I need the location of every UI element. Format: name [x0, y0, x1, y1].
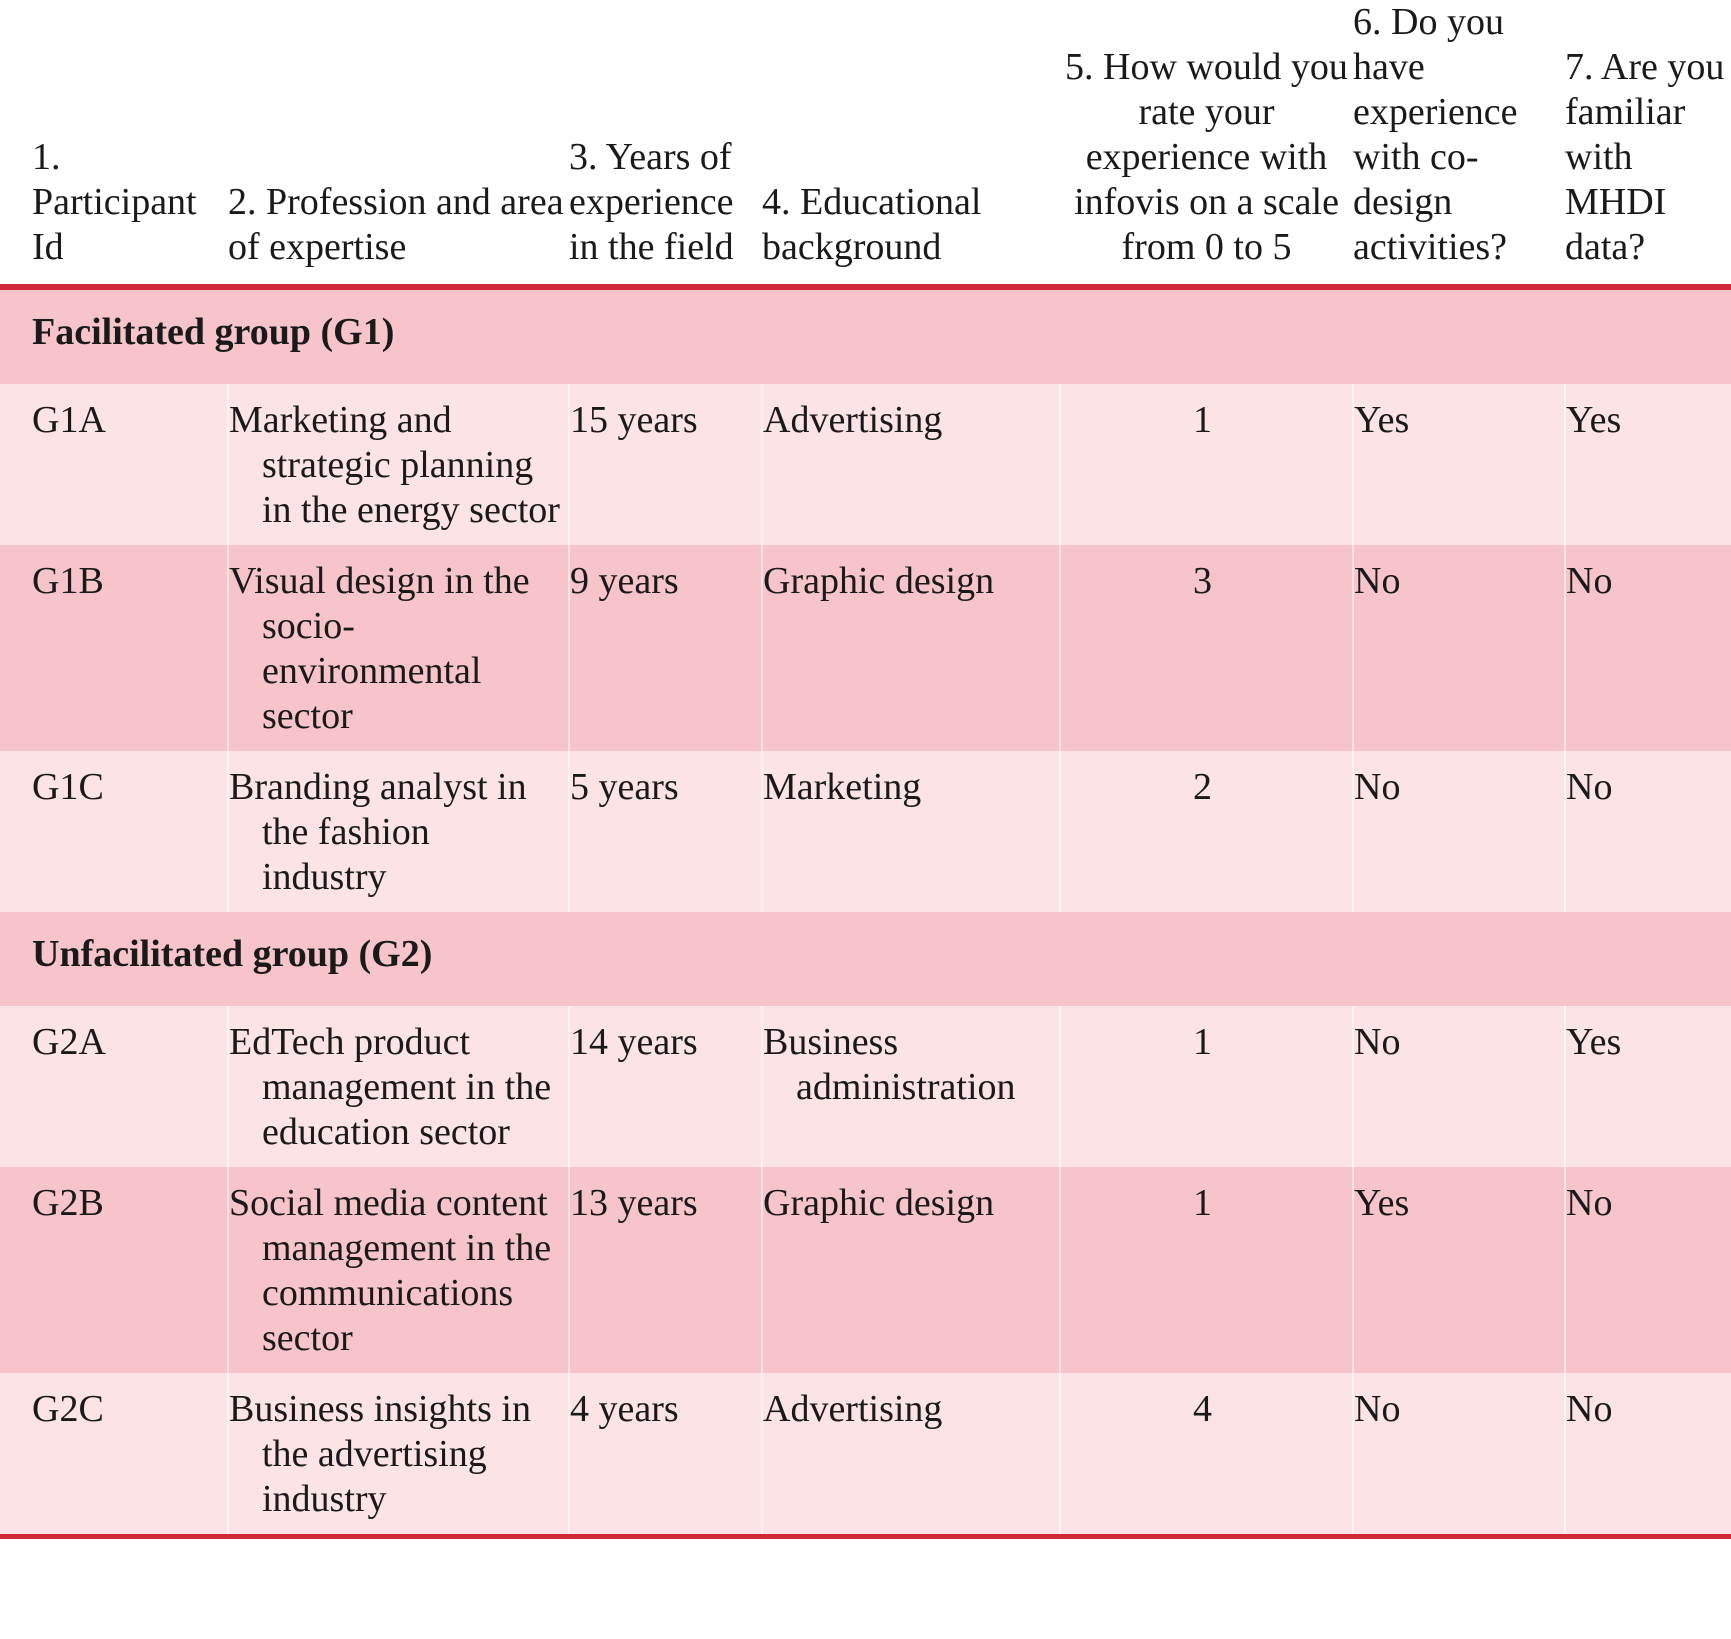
codesign-experience: No	[1353, 1373, 1565, 1537]
years: 14 years	[569, 1006, 762, 1167]
group-title: Facilitated group (G1)	[0, 287, 1731, 384]
education: Marketing	[762, 751, 1060, 912]
table-row	[0, 1167, 1731, 1373]
mhdi-familiarity: Yes	[1565, 1006, 1731, 1167]
codesign-experience: No	[1353, 751, 1565, 912]
education: Graphic design	[762, 1167, 1060, 1373]
table-row	[0, 1006, 1731, 1167]
profession: Visual design in the socio-environmental sector	[228, 545, 569, 751]
years: 5 years	[569, 751, 762, 912]
years: 4 years	[569, 1373, 762, 1537]
table-row	[0, 1373, 1731, 1537]
col-header-education: 4. Educational background	[762, 0, 1060, 287]
education: Advertising	[762, 384, 1060, 545]
education: Graphic design	[762, 545, 1060, 751]
codesign-experience: No	[1353, 545, 1565, 751]
table-row	[0, 384, 1731, 545]
mhdi-familiarity: No	[1565, 1167, 1731, 1373]
years: 9 years	[569, 545, 762, 751]
participant-id: G1B	[0, 545, 228, 751]
infovis-rating: 4	[1060, 1373, 1353, 1537]
profession: Business insights in the advertising industry	[228, 1373, 569, 1537]
header-row	[0, 0, 1731, 287]
mhdi-familiarity: Yes	[1565, 384, 1731, 545]
profession: EdTech product management in the education sector	[228, 1006, 569, 1167]
codesign-experience: No	[1353, 1006, 1565, 1167]
table-row	[0, 545, 1731, 751]
codesign-experience: Yes	[1353, 384, 1565, 545]
profession: Branding analyst in the fashion industry	[228, 751, 569, 912]
group-title: Unfacilitated group (G2)	[0, 912, 1731, 1006]
participant-id: G2C	[0, 1373, 228, 1537]
participant-id: G2B	[0, 1167, 228, 1373]
col-header-infovis-rating: 5. How would you rate your experience with infovis on a scale from 0 to 5	[1060, 0, 1353, 287]
col-header-mhdi: 7. Are you familiar with MHDI data?	[1565, 0, 1731, 287]
group-row-g1	[0, 287, 1731, 384]
education: Business administration	[762, 1006, 1060, 1167]
infovis-rating: 1	[1060, 1006, 1353, 1167]
table-header	[0, 0, 1731, 287]
education: Advertising	[762, 1373, 1060, 1537]
participant-id: G1A	[0, 384, 228, 545]
table-body	[0, 287, 1731, 1537]
infovis-rating: 1	[1060, 384, 1353, 545]
col-header-profession: 2. Profession and area of expertise	[228, 0, 569, 287]
table-row	[0, 751, 1731, 912]
participant-id: G1C	[0, 751, 228, 912]
col-header-participant-id: 1. Participant Id	[0, 0, 228, 287]
col-header-years: 3. Years of experience in the field	[569, 0, 762, 287]
group-row-g2	[0, 912, 1731, 1006]
infovis-rating: 1	[1060, 1167, 1353, 1373]
mhdi-familiarity: No	[1565, 545, 1731, 751]
participant-id: G2A	[0, 1006, 228, 1167]
profession: Marketing and strategic planning in the energy sector	[228, 384, 569, 545]
years: 13 years	[569, 1167, 762, 1373]
mhdi-familiarity: No	[1565, 1373, 1731, 1537]
infovis-rating: 3	[1060, 545, 1353, 751]
years: 15 years	[569, 384, 762, 545]
codesign-experience: Yes	[1353, 1167, 1565, 1373]
profession: Social media content management in the communications sector	[228, 1167, 569, 1373]
infovis-rating: 2	[1060, 751, 1353, 912]
col-header-codesign: 6. Do you have experience with co-design activities?	[1353, 0, 1565, 287]
mhdi-familiarity: No	[1565, 751, 1731, 912]
